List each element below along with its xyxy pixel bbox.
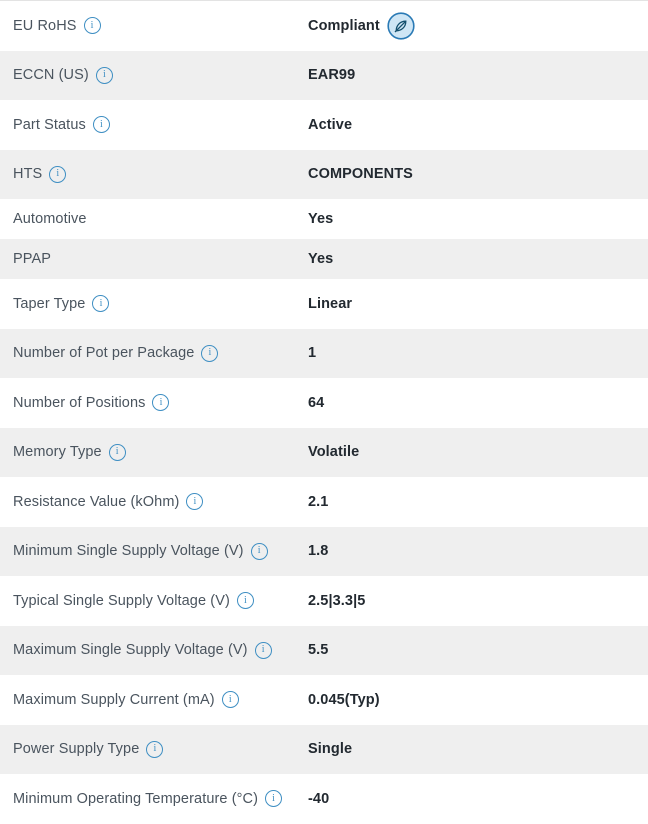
spec-label: ECCN (US) (13, 67, 89, 84)
spec-value-cell (308, 593, 648, 609)
spec-value-cell (308, 67, 648, 83)
spec-label-cell (0, 790, 308, 807)
spec-label-cell (0, 592, 308, 609)
spec-value: 0.045(Typ) (308, 691, 380, 708)
spec-value: 2.1 (308, 493, 329, 510)
spec-label-cell (0, 295, 308, 312)
spec-label: Number of Pot per Package (13, 345, 195, 362)
spec-row (0, 576, 648, 626)
spec-label: Taper Type (13, 295, 86, 312)
spec-row (0, 100, 648, 150)
info-circle-icon[interactable]: i (152, 394, 169, 411)
info-circle-icon[interactable]: i (201, 345, 218, 362)
spec-value: 2.5|3.3|5 (308, 592, 366, 609)
spec-label: Maximum Supply Current (mA) (13, 691, 215, 708)
spec-label: Power Supply Type (13, 741, 140, 758)
spec-label-cell (0, 166, 308, 183)
spec-row (0, 774, 648, 824)
spec-value-cell (308, 444, 648, 460)
spec-row (0, 527, 648, 577)
spec-label: Part Status (13, 116, 86, 133)
info-circle-icon[interactable]: i (186, 493, 203, 510)
spec-row (0, 279, 648, 329)
spec-value-cell (308, 296, 648, 312)
spec-label: HTS (13, 166, 43, 183)
spec-value: 5.5 (308, 642, 329, 659)
spec-value: Linear (308, 295, 353, 312)
spec-value-cell (308, 494, 648, 510)
spec-value: Active (308, 116, 353, 133)
spec-label-cell (0, 642, 308, 659)
spec-value: 1.8 (308, 543, 329, 560)
spec-row (0, 150, 648, 200)
spec-label: Maximum Single Supply Voltage (V) (13, 642, 248, 659)
spec-value-cell (308, 692, 648, 708)
spec-label-cell (0, 493, 308, 510)
spec-label: Minimum Operating Temperature (°C) (13, 790, 259, 807)
rohs-leaf-icon[interactable] (387, 12, 415, 40)
spec-row (0, 725, 648, 775)
spec-value: 64 (308, 394, 325, 411)
spec-label-cell (0, 345, 308, 362)
info-circle-icon[interactable]: i (84, 17, 101, 34)
spec-label: Minimum Single Supply Voltage (V) (13, 543, 244, 560)
spec-value: Yes (308, 251, 334, 267)
spec-value-cell (308, 211, 648, 227)
spec-value: -40 (308, 790, 330, 807)
spec-label-cell (0, 691, 308, 708)
info-circle-icon[interactable]: i (92, 295, 109, 312)
info-circle-icon[interactable]: i (237, 592, 254, 609)
spec-row (0, 239, 648, 279)
info-circle-icon[interactable]: i (251, 543, 268, 560)
spec-label: PPAP (13, 251, 52, 267)
spec-row (0, 626, 648, 676)
spec-value: Single (308, 741, 353, 758)
spec-value-cell (308, 117, 648, 133)
spec-row (0, 378, 648, 428)
spec-label-cell (0, 741, 308, 758)
spec-label: Number of Positions (13, 394, 146, 411)
spec-label-cell (0, 17, 308, 34)
spec-row (0, 477, 648, 527)
spec-value: Volatile (308, 444, 360, 461)
spec-label: EU RoHS (13, 17, 77, 34)
spec-row (0, 199, 648, 239)
spec-label: Resistance Value (kOhm) (13, 493, 180, 510)
spec-row (0, 329, 648, 379)
info-circle-icon[interactable]: i (255, 642, 272, 659)
spec-label: Automotive (13, 211, 87, 227)
spec-row (0, 1, 648, 51)
spec-value-cell (308, 543, 648, 559)
info-circle-icon[interactable]: i (49, 166, 66, 183)
spec-label: Typical Single Supply Voltage (V) (13, 592, 230, 609)
spec-label-cell (0, 211, 308, 227)
spec-value: COMPONENTS (308, 166, 413, 183)
spec-row (0, 428, 648, 478)
spec-label-cell (0, 444, 308, 461)
spec-value: Yes (308, 211, 334, 227)
spec-value-cell (308, 791, 648, 807)
spec-value-cell (308, 166, 648, 182)
spec-value-cell (308, 395, 648, 411)
spec-value: 1 (308, 345, 317, 362)
spec-row (0, 51, 648, 101)
info-circle-icon[interactable]: i (109, 444, 126, 461)
spec-value: Compliant (308, 17, 380, 34)
spec-value-cell (308, 251, 648, 267)
spec-label-cell (0, 251, 308, 267)
info-circle-icon[interactable]: i (265, 790, 282, 807)
spec-label: Memory Type (13, 444, 102, 461)
spec-label-cell (0, 543, 308, 560)
spec-label-cell (0, 67, 308, 84)
spec-value-cell (308, 345, 648, 361)
spec-row (0, 675, 648, 725)
info-circle-icon[interactable]: i (222, 691, 239, 708)
info-circle-icon[interactable]: i (146, 741, 163, 758)
spec-label-cell (0, 394, 308, 411)
info-circle-icon[interactable]: i (93, 116, 110, 133)
info-circle-icon[interactable]: i (96, 67, 113, 84)
spec-value-cell (308, 12, 648, 40)
spec-value: EAR99 (308, 67, 356, 84)
spec-value-cell (308, 741, 648, 757)
spec-value-cell (308, 642, 648, 658)
spec-label-cell (0, 116, 308, 133)
